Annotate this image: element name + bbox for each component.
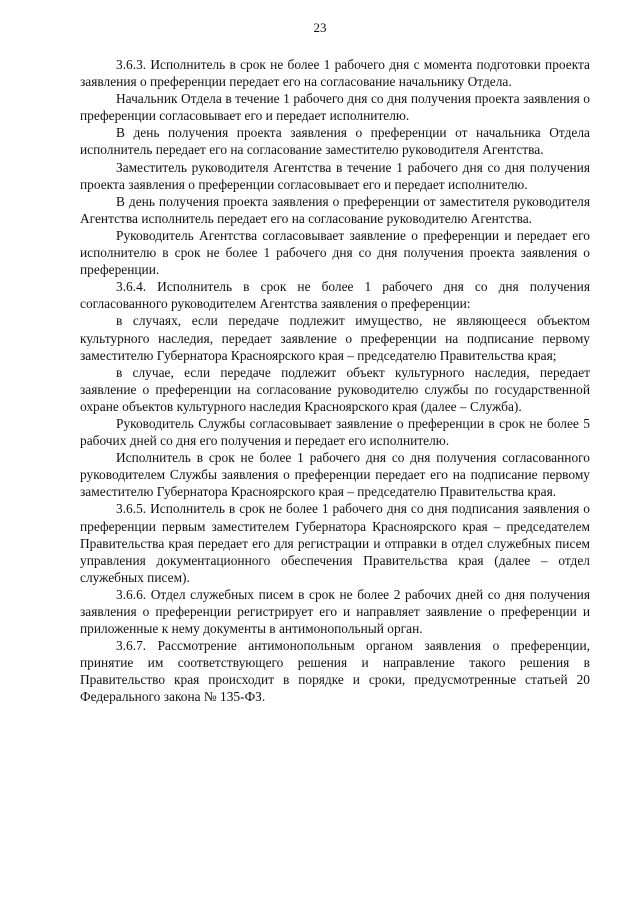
paragraph: в случаях, если передаче подлежит имущество, не являющееся объектом культурного наследия, передает заявление о преференции на подписание первому заместителю Губернатора Красноярского края – председателю Правительства края; <box>80 313 590 363</box>
paragraph: В день получения проекта заявления о преференции от заместителя руководителя Агентства исполнитель передает его на согласование руководителю Агентства. <box>80 193 590 226</box>
paragraph: В день получения проекта заявления о преференции от начальника Отдела исполнитель передает его на согласование заместителю руководителя Агентства. <box>80 125 590 158</box>
paragraph: Руководитель Агентства согласовывает заявление о преференции и передает его исполнителю в срок не более 1 рабочего дня со дня получения проекта заявления о преференции. <box>80 227 590 278</box>
paragraph: 3.6.5. Исполнитель в срок не более 1 рабочего дня со дня подписания заявления о преференции первым заместителем Губернатора Красноярского края – председателем Правительства края передает его для регистрации и отправки в отдел служебных писем управления документационного обеспечения Правительства края (далее – отдел служебных писем). <box>80 501 590 585</box>
paragraph: 3.6.7. Рассмотрение антимонопольным органом заявления о преференции, принятие им соответствующего решения и направление такого решения в Правительство края происходит в порядке и сроки, предусмотренные статьей 20 Федерального закона № 135-ФЗ. <box>80 638 590 705</box>
paragraph: Начальник Отдела в течение 1 рабочего дня со дня получения проекта заявления о преференции согласовывает его и передает исполнителю. <box>80 91 590 124</box>
paragraph: 3.6.4. Исполнитель в срок не более 1 рабочего дня со дня получения согласованного руководителем Агентства заявления о преференции: <box>80 279 590 312</box>
paragraph: Заместитель руководителя Агентства в течение 1 рабочего дня со дня получения проекта заявления о преференции согласовывает его и передает исполнителю. <box>80 159 590 192</box>
document-body <box>80 56 590 706</box>
paragraph: 3.6.6. Отдел служебных писем в срок не более 2 рабочих дней со дня получения заявления о преференции регистрирует его и направляет заявление о преференции и приложенные к нему документы в антимонопольный орган. <box>80 586 590 637</box>
paragraph: 3.6.3. Исполнитель в срок не более 1 рабочего дня с момента подготовки проекта заявления о преференции передает его на согласование начальнику Отдела. <box>80 57 590 90</box>
page-number: 23 <box>313 20 327 35</box>
paragraph: Руководитель Службы согласовывает заявление о преференции в срок не более 5 рабочих дней со дня его получения и передает его исполнителю. <box>80 415 590 449</box>
paragraph: в случае, если передаче подлежит объект культурного наследия, передает заявление о преференции на согласование руководителю службы по государственной охране объектов культурного наследия Красноярского края (далее – Служба). <box>80 364 590 414</box>
paragraph: Исполнитель в срок не более 1 рабочего дня со дня получения согласованного руководителем Службы заявления о преференции передает его на подписание первому заместителю Губернатора Красноярского края – председателю Правительства края. <box>80 450 590 500</box>
